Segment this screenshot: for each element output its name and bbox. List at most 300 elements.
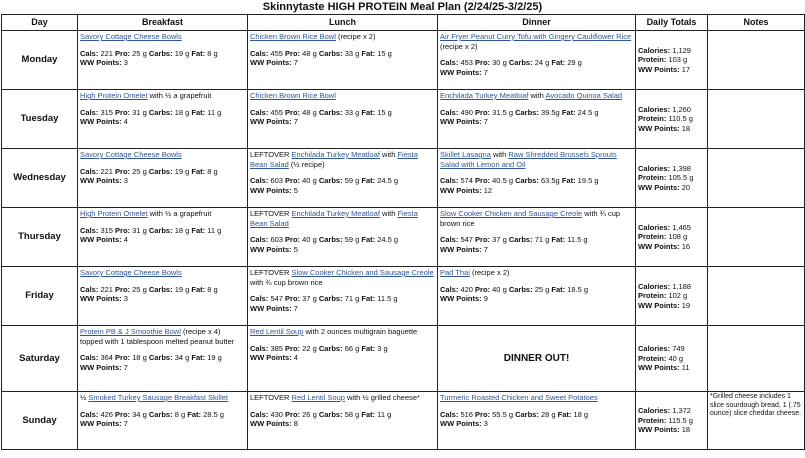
recipe-link[interactable]: Turmeric Roasted Chicken and Sweet Potatoes (440, 393, 598, 402)
ww-points-line (250, 186, 435, 196)
dinner-description (440, 268, 633, 278)
lunch-description (250, 150, 435, 169)
nutrition-label: Fat: (361, 343, 376, 353)
nutrition-value-carbs: 33 g (344, 107, 360, 117)
nutrition-label: Pro: (285, 409, 301, 419)
nutrition-label: Fat: (191, 225, 206, 235)
nutrition-line (250, 294, 435, 304)
total-value: 17 (681, 64, 691, 74)
recipe-link[interactable]: Slow Cooker Chicken and Sausage Creole (440, 209, 583, 218)
spacer (440, 228, 633, 235)
meal-joiner-text: with (379, 209, 398, 218)
dinner-cell (438, 208, 636, 267)
nutrition-label: Pro: (115, 48, 131, 58)
nutrition-value-pro: 34 g (132, 409, 147, 419)
ww-points-line (80, 176, 245, 186)
total-line-protein (638, 416, 705, 426)
nutrition-line (440, 235, 633, 245)
nutrition-value-fat: 19 g (207, 353, 222, 362)
total-value: 1,398 (672, 163, 691, 173)
meal-joiner-text: with (490, 150, 509, 159)
breakfast-description (80, 91, 245, 101)
recipe-link[interactable]: Savory Cottage Cheese Bowls (80, 32, 182, 41)
notes-cell: *Grilled cheese includes 1 slice sourdough bread, 1 (.75 ounce) slice cheddar cheese. (708, 392, 805, 450)
lunch-cell (248, 392, 438, 450)
nutrition-label: Carbs: (515, 409, 539, 419)
recipe-link[interactable]: Enchilada Turkey Meatloaf (291, 209, 380, 218)
ww-points-line (440, 294, 633, 304)
recipe-link[interactable]: Enchilada Turkey Meatloaf (440, 91, 529, 100)
nutrition-value-pro: 25 g (132, 166, 147, 176)
nutrition-line (80, 108, 245, 118)
total-line-ww (638, 65, 705, 75)
lunch-cell (248, 149, 438, 208)
ww-points-line (80, 363, 245, 373)
nutrition-label: WW Points: (80, 419, 122, 428)
nutrition-value-cals: 364 (100, 353, 113, 362)
nutrition-label: Pro: (115, 284, 131, 294)
notes-cell (708, 326, 805, 392)
total-label: Calories: (638, 281, 671, 291)
daily-totals-cell (636, 208, 708, 267)
nutrition-label: Cals: (440, 58, 459, 67)
spacer (80, 101, 245, 108)
nutrition-value-carbs: 19 g (174, 48, 190, 58)
nutrition-label: Carbs: (318, 176, 343, 185)
total-line-protein (638, 354, 705, 364)
ww-points-value: 7 (123, 362, 128, 372)
total-line-calories (638, 406, 705, 416)
nutrition-value-carbs: 18 g (174, 107, 190, 117)
nutrition-value-carbs: 58 g (344, 409, 360, 419)
nutrition-label: Pro: (285, 176, 301, 185)
dinner-cell (438, 267, 636, 326)
day-name: Tuesday (2, 90, 78, 149)
spacer (250, 337, 435, 344)
header-day: Day (2, 15, 78, 31)
ww-points-value: 3 (483, 419, 488, 428)
nutrition-label: Cals: (440, 409, 459, 419)
ww-points-line (80, 419, 245, 429)
day-name: Saturday (2, 326, 78, 392)
nutrition-label: Carbs: (508, 235, 533, 244)
total-value: 11 (681, 363, 690, 373)
total-line-calories (638, 282, 705, 292)
nutrition-label: Fat: (361, 409, 376, 419)
nutrition-line (250, 344, 435, 354)
meal-prefix-text: LEFTOVER (250, 393, 292, 402)
recipe-link[interactable]: Fiesta Bean Salad (250, 150, 418, 169)
nutrition-label: Cals: (80, 353, 99, 362)
nutrition-value-cals: 420 (460, 284, 473, 294)
breakfast-cell (78, 267, 248, 326)
dinner-cell (438, 31, 636, 90)
nutrition-label: Pro: (285, 48, 301, 58)
spacer (440, 278, 633, 285)
nutrition-label: Cals: (250, 294, 269, 303)
spacer (440, 51, 633, 58)
spacer (250, 169, 435, 176)
spacer (80, 346, 245, 353)
total-label: WW Points: (638, 363, 680, 373)
ww-points-value: 3 (123, 294, 128, 303)
nutrition-label: Carbs: (515, 107, 539, 117)
nutrition-label: Carbs: (318, 294, 343, 303)
total-value: 1,372 (672, 406, 691, 416)
nutrition-value-carbs: 71 g (534, 235, 550, 244)
meal-suffix-text: (recipe x 2) (469, 268, 510, 277)
notes-cell (708, 267, 805, 326)
total-label: Protein: (638, 291, 667, 301)
nutrition-label: Pro: (475, 235, 491, 244)
daily-totals-cell (636, 267, 708, 326)
nutrition-label: Carbs: (318, 48, 343, 58)
recipe-link[interactable]: Protein PB & J Smoothie Bowl (80, 327, 181, 336)
total-label: Calories: (638, 222, 671, 232)
lunch-cell (248, 31, 438, 90)
nutrition-value-cals: 315 (100, 107, 113, 117)
nutrition-label: Fat: (191, 107, 206, 117)
nutrition-label: WW Points: (250, 58, 292, 67)
header-lunch: Lunch (248, 15, 438, 31)
recipe-link[interactable]: Red Lentil Soup (250, 327, 304, 336)
lunch-cell (248, 208, 438, 267)
nutrition-value-fat: 11.5 g (567, 235, 588, 244)
nutrition-label: Cals: (250, 235, 269, 244)
meal-suffix-text: (recipe x 2) (440, 41, 478, 51)
ww-points-line (250, 304, 435, 314)
nutrition-label: Fat: (551, 235, 566, 244)
ww-points-value: 9 (483, 294, 488, 303)
recipe-link[interactable]: Pad Thai (440, 268, 470, 277)
nutrition-value-fat: 11 g (377, 409, 392, 419)
total-label: Protein: (638, 173, 667, 183)
nutrition-value-carbs: 71 g (344, 294, 360, 303)
nutrition-value-cals: 516 (460, 409, 473, 419)
nutrition-value-fat: 8 g (207, 48, 218, 58)
dinner-description (440, 150, 633, 169)
nutrition-value-pro: 31.5 g (492, 107, 513, 117)
nutrition-label: Fat: (191, 284, 206, 294)
total-label: Calories: (638, 163, 671, 173)
nutrition-label: Fat: (561, 107, 576, 117)
nutrition-value-carbs: 39.5g (540, 107, 560, 117)
nutrition-label: Fat: (361, 235, 376, 244)
nutrition-label: Pro: (475, 409, 491, 419)
breakfast-cell (78, 208, 248, 267)
day-row-saturday (2, 326, 805, 392)
ww-points-line (250, 353, 435, 363)
spacer (80, 42, 245, 49)
nutrition-value-fat: 29 g (567, 58, 582, 67)
total-label: WW Points: (638, 300, 680, 310)
nutrition-value-pro: 31 g (132, 225, 147, 235)
nutrition-value-carbs: 66 g (344, 343, 360, 353)
total-label: Protein: (638, 55, 667, 65)
nutrition-value-fat: 3 g (377, 343, 388, 353)
nutrition-value-carbs: 8 g (174, 409, 186, 419)
recipe-link[interactable]: Skillet Lasagna (440, 150, 491, 159)
nutrition-line (440, 58, 633, 68)
total-value: 102 g (668, 291, 688, 301)
nutrition-label: WW Points: (250, 244, 292, 254)
nutrition-label: Cals: (440, 176, 459, 185)
nutrition-value-pro: 48 g (302, 107, 317, 117)
nutrition-label: Cals: (250, 176, 269, 185)
nutrition-label: Cals: (80, 107, 99, 117)
nutrition-label: Carbs: (148, 284, 173, 294)
nutrition-label: Fat: (557, 409, 572, 419)
total-line-calories (638, 223, 705, 233)
nutrition-label: WW Points: (250, 117, 292, 126)
nutrition-value-pro: 26 g (302, 409, 317, 419)
ww-points-value: 4 (123, 235, 128, 244)
total-label: Calories: (638, 406, 671, 416)
total-line-protein (638, 114, 705, 124)
nutrition-value-pro: 22 g (302, 343, 317, 353)
nutrition-label: Fat: (361, 176, 376, 185)
recipe-link[interactable]: High Protein Omelet (80, 91, 148, 100)
total-value: 19 (681, 300, 691, 310)
ww-points-line (250, 419, 435, 429)
total-label: Calories: (638, 104, 671, 114)
nutrition-line (80, 410, 245, 420)
meal-prefix-text: LEFTOVER (250, 268, 292, 277)
nutrition-label: Cals: (80, 225, 99, 235)
total-label: WW Points: (638, 64, 680, 74)
total-value: 103 g (668, 55, 688, 65)
nutrition-label: Carbs: (148, 48, 173, 58)
nutrition-value-fat: 18.5 g (567, 284, 589, 294)
nutrition-value-cals: 315 (100, 225, 113, 235)
ww-points-value: 12 (483, 185, 493, 195)
nutrition-line (250, 108, 435, 118)
header-dinner: Dinner (438, 15, 636, 31)
nutrition-value-pro: 25 g (132, 284, 147, 294)
nutrition-label: Fat: (187, 409, 201, 419)
spacer (80, 160, 245, 167)
ww-points-value: 3 (123, 176, 128, 185)
nutrition-label: Carbs: (508, 284, 533, 294)
recipe-link[interactable]: Fiesta Bean Salad (250, 209, 418, 228)
nutrition-label: Carbs: (515, 176, 539, 185)
nutrition-label: Cals: (250, 107, 269, 117)
day-name: Friday (2, 267, 78, 326)
recipe-link[interactable]: Chicken Brown Rice Bowl (250, 32, 336, 41)
nutrition-label: WW Points: (80, 294, 122, 303)
nutrition-label: WW Points: (440, 117, 482, 126)
page-title: Skinnytaste HIGH PROTEIN Meal Plan (2/24/25-3/2/25) (262, 1, 543, 13)
recipe-link[interactable]: Air Fryer Peanut Curry Tofu with Gingery Cauliflower Rice (440, 32, 632, 41)
nutrition-value-pro: 18 g (132, 353, 147, 362)
nutrition-value-fat: 24.5 g (377, 235, 399, 244)
recipe-link[interactable]: High Protein Omelet (80, 209, 148, 218)
ww-points-line (440, 117, 633, 127)
notes-cell (708, 31, 805, 90)
total-line-calories (638, 344, 705, 354)
lunch-description (250, 393, 435, 403)
nutrition-label: Pro: (475, 176, 491, 185)
nutrition-value-cals: 453 (460, 58, 473, 67)
nutrition-label: Fat: (191, 353, 206, 362)
daily-totals-cell (636, 90, 708, 149)
total-value: 108 g (668, 232, 688, 242)
ww-points-value: 7 (293, 303, 298, 313)
total-label: Protein: (638, 232, 667, 242)
day-row-wednesday (2, 149, 805, 208)
breakfast-description (80, 268, 245, 278)
nutrition-line (80, 167, 245, 177)
nutrition-value-cals: 221 (100, 48, 113, 58)
spacer (250, 42, 435, 49)
nutrition-value-fat: 15 g (377, 48, 392, 58)
spacer (250, 228, 435, 235)
lunch-cell (248, 90, 438, 149)
nutrition-value-pro: 37 g (302, 294, 317, 303)
total-label: Protein: (638, 114, 667, 124)
nutrition-value-pro: 31 g (132, 107, 147, 117)
nutrition-label: WW Points: (80, 117, 122, 126)
spacer (250, 101, 435, 108)
nutrition-line (80, 49, 245, 59)
day-row-tuesday (2, 90, 805, 149)
nutrition-label: Pro: (115, 166, 131, 176)
notes-cell (708, 208, 805, 267)
nutrition-line (250, 49, 435, 59)
nutrition-label: WW Points: (250, 303, 292, 313)
total-value: 16 (681, 241, 691, 251)
breakfast-description (80, 393, 245, 403)
ww-points-value: 4 (123, 117, 128, 126)
nutrition-label: WW Points: (440, 185, 482, 195)
nutrition-label: Carbs: (148, 409, 173, 419)
nutrition-value-cals: 385 (270, 343, 283, 353)
day-row-monday (2, 31, 805, 90)
total-line-ww (638, 183, 705, 193)
meal-suffix-text: (recipe x 2) (335, 32, 376, 41)
breakfast-cell (78, 326, 248, 392)
nutrition-label: Pro: (285, 343, 301, 353)
recipe-link[interactable]: Savory Cottage Cheese Bowls (80, 150, 182, 159)
dinner-out-cell: DINNER OUT! (438, 326, 636, 392)
nutrition-line (440, 108, 633, 118)
total-label: Protein: (638, 353, 667, 363)
nutrition-label: WW Points: (250, 185, 292, 195)
spacer (250, 403, 435, 410)
ww-points-value: 7 (483, 244, 488, 254)
total-line-ww (638, 242, 705, 252)
ww-points-value: 7 (293, 117, 298, 126)
day-name: Thursday (2, 208, 78, 267)
nutrition-label: Cals: (80, 409, 99, 419)
nutrition-value-carbs: 25 g (534, 284, 550, 294)
nutrition-line (440, 410, 633, 420)
nutrition-value-fat: 8 g (207, 284, 218, 294)
ww-points-line (80, 117, 245, 127)
breakfast-cell (78, 90, 248, 149)
nutrition-value-fat: 19.5 g (577, 176, 599, 185)
recipe-link[interactable]: Raw Shredded Brussels Sprouts Salad with Lemon and Oil (440, 150, 617, 169)
total-line-calories (638, 164, 705, 174)
total-value: 1,188 (672, 281, 691, 291)
nutrition-label: Fat: (361, 48, 376, 58)
nutrition-label: Pro: (475, 107, 491, 117)
breakfast-description (80, 150, 245, 160)
recipe-link[interactable]: Avocado Quinoa Salad (545, 91, 623, 100)
nutrition-label: Pro: (475, 284, 491, 294)
nutrition-label: Pro: (115, 107, 131, 117)
lunch-description (250, 209, 435, 228)
ww-points-value: 5 (293, 244, 298, 254)
nutrition-line (440, 176, 633, 186)
total-line-protein (638, 232, 705, 242)
nutrition-label: WW Points: (440, 294, 482, 303)
recipe-link[interactable]: Red Lentil Soup (291, 393, 345, 402)
nutrition-line (440, 285, 633, 295)
nutrition-label: WW Points: (80, 58, 122, 67)
nutrition-value-pro: 37 g (492, 235, 507, 244)
nutrition-value-cals: 490 (460, 107, 473, 117)
lunch-description (250, 327, 435, 337)
nutrition-value-fat: 24.5 g (377, 176, 399, 185)
nutrition-value-pro: 48 g (302, 48, 317, 58)
recipe-link[interactable]: Chicken Brown Rice Bowl (250, 91, 336, 100)
spacer (440, 101, 633, 108)
spacer (80, 219, 245, 226)
recipe-link[interactable]: Savory Cottage Cheese Bowls (80, 268, 182, 277)
ww-points-line (80, 235, 245, 245)
nutrition-value-pro: 55.5 g (492, 409, 513, 419)
lunch-cell (248, 326, 438, 392)
recipe-link[interactable]: Smoked Turkey Sausage Breakfast Skillet (88, 393, 228, 402)
nutrition-label: Pro: (285, 107, 301, 117)
nutrition-label: Pro: (285, 294, 301, 303)
nutrition-value-cals: 426 (100, 409, 113, 419)
meal-prefix-text: ½ (80, 393, 89, 402)
day-row-sunday (2, 392, 805, 450)
nutrition-line (80, 226, 245, 236)
day-name: Wednesday (2, 149, 78, 208)
nutrition-value-carbs: 28 g (540, 409, 556, 419)
spacer (250, 287, 435, 294)
nutrition-label: Carbs: (318, 107, 343, 117)
ww-points-line (80, 294, 245, 304)
breakfast-description (80, 32, 245, 42)
ww-points-value: 3 (123, 58, 128, 67)
total-label: Protein: (638, 415, 667, 425)
nutrition-value-carbs: 19 g (174, 284, 190, 294)
total-line-ww (638, 301, 705, 311)
spacer (80, 403, 245, 410)
meal-prefix-text: LEFTOVER (250, 150, 292, 159)
header-row (2, 15, 805, 31)
nutrition-label: Pro: (115, 353, 131, 362)
nutrition-label: Pro: (285, 235, 301, 244)
nutrition-value-cals: 455 (270, 48, 283, 58)
recipe-link[interactable]: Slow Cooker Chicken and Sausage Creole (291, 268, 434, 277)
ww-points-value: 5 (293, 185, 298, 195)
dinner-description (440, 393, 633, 403)
meal-suffix-text: with ¾ cup brown rice (440, 209, 621, 228)
nutrition-value-fat: 24.5 g (577, 107, 599, 117)
nutrition-value-pro: 25 g (132, 48, 147, 58)
nutrition-label: Cals: (250, 409, 269, 419)
ww-points-value: 7 (123, 419, 128, 428)
nutrition-label: Fat: (191, 166, 206, 176)
nutrition-label: Cals: (250, 48, 269, 58)
recipe-link[interactable]: Enchilada Turkey Meatloaf (291, 150, 380, 159)
nutrition-value-carbs: 34 g (174, 353, 190, 362)
